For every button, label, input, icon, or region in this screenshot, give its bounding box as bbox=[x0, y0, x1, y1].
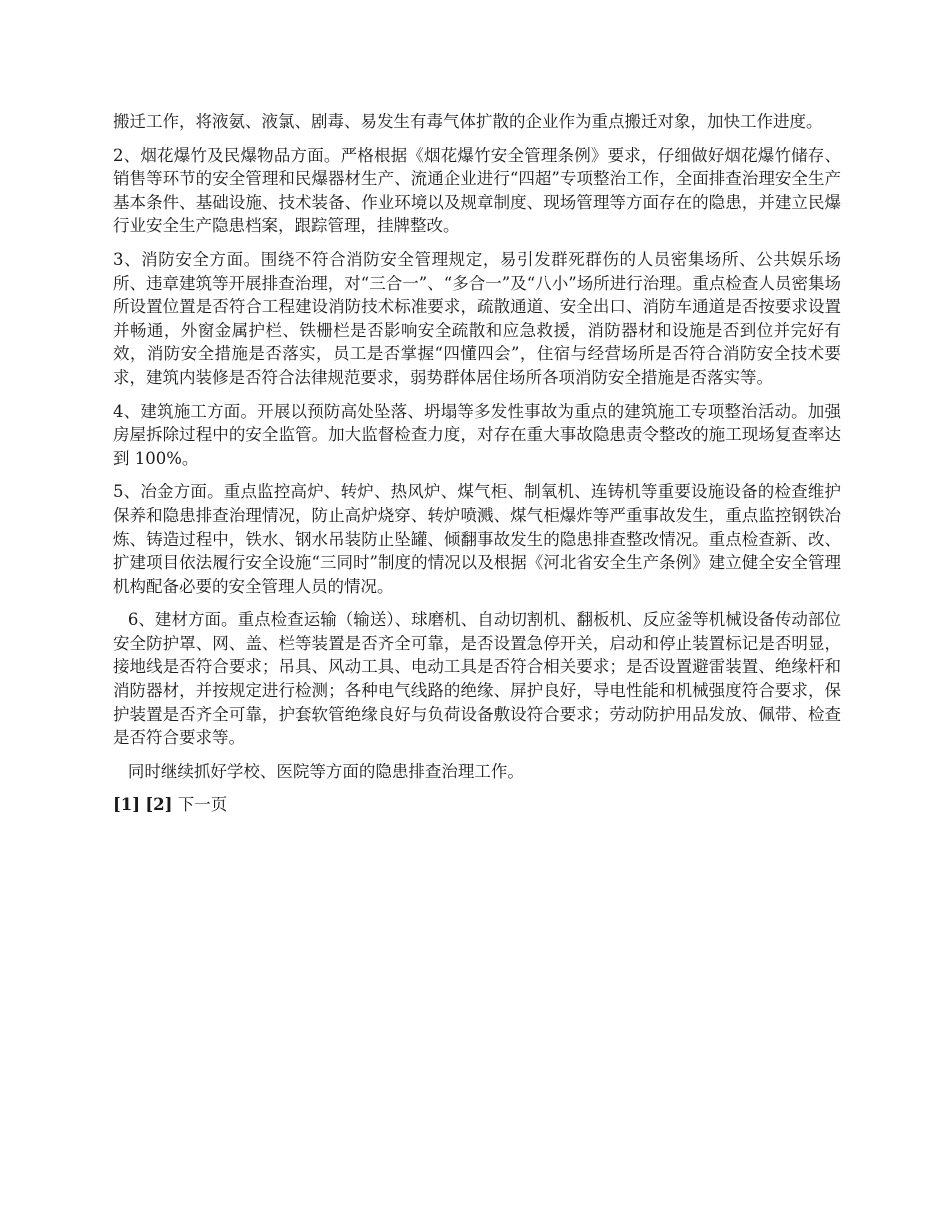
paragraph-construction: 4、建筑施工方面。开展以预防高处坠落、坍塌等多发性事故为重点的建筑施工专项整治活动。加强房屋拆除过程中的安全监管。加大监督检查力度，对存在重大事故隐患责令整改的施工现场复查率达到 100%。 bbox=[113, 401, 841, 468]
paragraph-fire-safety: 3、消防安全方面。围绕不符合消防安全管理规定，易引发群死群伤的人员密集场所、公共娱乐场所、违章建筑等开展排查治理，对“三合一”、“多合一”及“八小”场所进行治理。重点检查人员密集场所设置位置是否符合工程建设消防技术标准要求，疏散通道、安全出口、消防车通道是否按要求设置并畅通，外窗金属护栏、铁栅栏是否影响安全疏散和应急救援，消防器材和设施是否到位并完好有效，消防安全措施是否落实，员工是否掌握“四懂四会”，住宿与经营场所是否符合消防安全技术要求，建筑内装修是否符合法律规范要求，弱势群体居住场所各项消防安全措施是否落实等。 bbox=[113, 249, 841, 387]
next-page-link[interactable]: 下一页 bbox=[177, 795, 228, 815]
paragraph-metallurgy: 5、冶金方面。重点监控高炉、转炉、热风炉、煤气柜、制氧机、连铸机等重要设施设备的检查维护保养和隐患排查治理情况，防止高炉烧穿、转炉喷溅、煤气柜爆炸等严重事故发生，重点监控钢铁冶炼、铸造过程中，铁水、钢水吊装防止坠罐、倾翻事故发生的隐患排查整改情况。重点检查新、改、扩建项目依法履行安全设施“三同时”制度的情况以及根据《河北省安全生产条例》建立健全安全管理机构配备必要的安全管理人员的情况。 bbox=[113, 482, 841, 596]
paragraph-schools-hospitals: 同时继续抓好学校、医院等方面的隐患排查治理工作。 bbox=[127, 761, 524, 781]
page-2-link[interactable]: [2] bbox=[145, 795, 173, 815]
document-body bbox=[113, 110, 841, 817]
paragraph-relocation: 搬迁工作，将液氨、液氯、剧毒、易发生有毒气体扩散的企业作为重点搬迁对象，加快工作进度。 bbox=[113, 112, 823, 131]
paragraph-fireworks: 2、烟花爆竹及民爆物品方面。严格根据《烟花爆竹安全管理条例》要求，仔细做好烟花爆竹储存、销售等环节的安全管理和民爆器材生产、流通企业进行“四超”专项整治工作，全面排查治理安全生产基本条件、基础设施、技术装备、作业环境以及规章制度、现场管理等方面存在的隐患，并建立民爆行业安全生产隐患档案，跟踪管理，挂牌整改。 bbox=[113, 145, 841, 236]
paragraph-building-materials: 6、建材方面。重点检查运输（输送）、球磨机、自动切割机、翻板机、反应釜等机械设备传动部位安全防护罩、网、盖、栏等装置是否齐全可靠，是否设置急停开关，启动和停止装置标记是否明显，接地线是否符合要求；吊具、风动工具、电动工具是否符合相关要求；是否设置避雷装置、绝缘杆和消防器材，并按规定进行检测；各种电气线路的绝缘、屏护良好，导电性能和机械强度符合要求，保护装置是否齐全可靠，护套软管绝缘良好与负荷设备敷设符合要求；劳动防护用品发放、佩带、检查是否符合要求等。 bbox=[113, 610, 841, 748]
page-1-link[interactable]: [1] bbox=[113, 795, 141, 815]
pagination bbox=[113, 793, 841, 817]
